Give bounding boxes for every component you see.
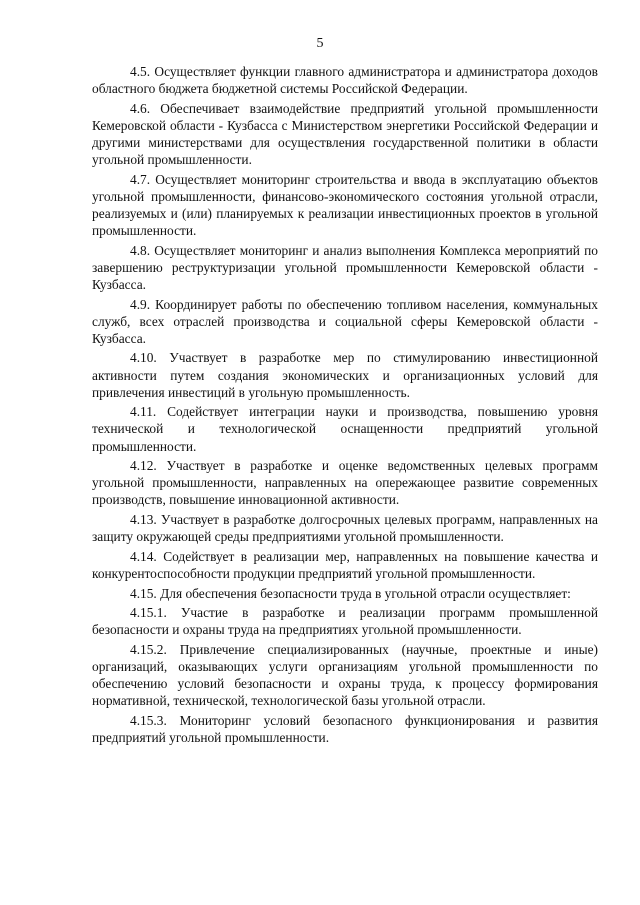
paragraph-4-12: 4.12. Участвует в разработке и оценке ведомственных целевых программ угольной промышленности, направленных на опережающее развитие современных производств, повышение инновационной активности. (92, 458, 598, 508)
page-number: 5 (316, 36, 324, 51)
document-body (92, 63, 598, 749)
paragraph-4-11: 4.11. Содействует интеграции науки и производства, повышению уровня технической и технологической оснащенности предприятий угольной промышленности. (92, 404, 598, 454)
paragraph-4-8: 4.8. Осуществляет мониторинг и анализ выполнения Комплекса мероприятий по завершению реструктуризации угольной промышленности Кемеровской области - Кузбасса. (92, 242, 598, 292)
paragraph-4-14: 4.14. Содействует в реализации мер, направленных на повышение качества и конкурентоспособности продукции предприятий угольной промышленности. (92, 548, 598, 581)
paragraph-4-7: 4.7. Осуществляет мониторинг строительства и ввода в эксплуатацию объектов угольной промышленности, финансово-экономического состояния угольной отрасли, реализуемых и (или) планируемых к реализации инвестиционных проектов в угольной промышленности. (92, 171, 598, 239)
paragraph-4-13: 4.13. Участвует в разработке долгосрочных целевых программ, направленных на защиту окружающей среды предприятиями угольной промышленности. (92, 512, 598, 545)
paragraph-4-15: 4.15. Для обеспечения безопасности труда в угольной отрасли осуществляет: (130, 585, 571, 601)
paragraph-4-15-3: 4.15.3. Мониторинг условий безопасного функционирования и развития предприятий угольной промышленности. (92, 713, 598, 746)
paragraph-4-5: 4.5. Осуществляет функции главного администратора и администратора доходов областного бюджета бюджетной системы Российской Федерации. (92, 64, 598, 97)
paragraph-4-9: 4.9. Координирует работы по обеспечению топливом населения, коммунальных служб, всех отраслей производства и социальной сферы Кемеровской области - Кузбасса. (92, 296, 598, 346)
paragraph-4-15-2: 4.15.2. Привлечение специализированных (научные, проектные и иные) организаций, оказывающих услуги организациям угольной промышленности по обеспечению условий безопасности и охраны труда, к процессу формирования нормативной, технической, технологической базы угольной отрасли. (92, 642, 598, 709)
paragraph-4-10: 4.10. Участвует в разработке мер по стимулированию инвестиционной активности путем создания экономических и организационных условий для привлечения инвестиций в угольную промышленность. (92, 350, 598, 400)
paragraph-4-6: 4.6. Обеспечивает взаимодействие предприятий угольной промышленности Кемеровской области - Кузбасса с Министерством энергетики Российской Федерации и другими министерствами для осуществления государственной политики в области угольной промышленности. (92, 100, 598, 168)
paragraph-4-15-1: 4.15.1. Участие в разработке и реализации программ промышленной безопасности и охраны труда на предприятиях угольной промышленности. (92, 605, 598, 638)
